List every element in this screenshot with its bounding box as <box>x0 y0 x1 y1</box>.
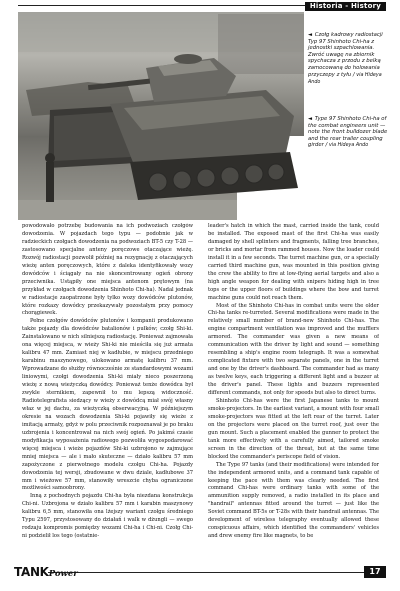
caption-arrow-icon: ◄ <box>308 116 313 122</box>
paragraph: Most of the Shinhoto Chi-has in combat units were the older Chi-ha tanks re-turreted. Several modifications were made in the relatively small number of brand-new Shinhoto Chi-has. The engine compartment ventilation was improved and the mufflers armored. The commander was given a new means of communication with the driver by light and sound — something resembling a ship's engine room telegraph. It was a somewhat complicated fixture with two separate panels, one in the turret and one by the driver's dashboard. The commander had as many as twelve keys, each triggering a different light and a buzzer at the driver's panel. These lights and buzzers represented different commands, not only for speeds but also to direct turns. <box>208 302 379 397</box>
paragraph: The Type 97 tanks (and their modifications) were intended for the independent armored units, and a command tank capable of keeping the pace with them was clearly needed. The first command Chi-has were ordinary tanks with some of the ammunition supply removed, a radio installed in its place and "handrail" antennas fitted around the turret — just like the Soviet command BT-5s or T-28s with their handrail antennas. The development of wireless telegraphy eventually allowed these conspicuous affairs, which identified the commanders' vehicles and drew enemy fire like magnets, to be <box>208 461 379 540</box>
paragraph: Pełne czołgów dowódców plutonów i kompanii produkowano także pojazdy dla dowódców batalionów i pułków; czołg Shi-ki. Zainstalowano w nich silniejszą radiostację. Ponieważ zajmowała ona więcej miejsca, w wieży Shi-ki nie mieściła się już armata kalibru 47 mm. Zamiast niej w kadłubie, w miejscu przedniego karabinu maszynowego, ulokowano armatę kalibru 37 mm. Wprowadzane do służby równocześnie ze standardowymi wozami liniowymi, czołgi dowodzenia Shi-ki miały nieco poszerzoną wieżę z nową wieżyczką dowódcy. Ponieważ tenże dowódca był zwykle sternikiem, zapewnił to mu lepszą widoczność. Radiotelegrafista siedzący w wieży z dowódcą miał swój własny właz w jej dachu, za wieżyczką obserwacyjną. W późniejszym okresie na wozach dowodzenia Shi-ki pojawiły się wieże z imitacją armaty, gdyż w polu przeciwnik rozpoznawał je po braku uzbrojenia i koncentrował na nich swój ogień. Po jakimś czasie modyfikacja wyposażenia radiowego pozwoliła wygospodarować więcej miejsca i wieże pojazdów Shi-ki uzbrojono w zajmujące mniej miejsca — ale i mało skuteczne — działo kalibru 57 mm zapożyczone z pierwotnego modelu czołgu Chi-ha. Pojazdy dowodzenia tej wersji, zbudowane w dwu dziale, kadłubowe 37 mm i wieżowe 57 mm, stanowiły wreszcie chyba ograniczone możliwości samoobrony. <box>22 318 193 492</box>
english-text-column <box>208 223 379 564</box>
logo-sub: Power <box>48 569 78 579</box>
page-number: 17 <box>364 566 386 578</box>
caption-text: Type 97 Shinhoto Chi-ha of the combat engineers unit — note the front bulldozer blade and the rear trailer coupling girder / <box>308 116 388 149</box>
photo-caption-polish <box>308 32 390 87</box>
logo-main: TANK <box>14 565 49 579</box>
magazine-logo <box>14 565 78 581</box>
paragraph: leader's hatch in which the mast, carried inside the tank, could be installed. The exposed mast of the first Chi-ha was easily damaged by shell splinters and fragments, falling tree branches, or bricks and mortar from rammed houses. Now the loader could install it in a few seconds. The turret machine gun, or a specially carried third machine gun, was mounted in this position giving the crew the ability to fire at low-flying aerial targets and also a high angle weapon for dealing with snipers hiding high in tree tops or the upper floors of buildings where the bow and turret machine guns could not reach them. <box>208 223 379 301</box>
caption-text: Czołg kadrowy radiostacji Typ 97 Shinhoto Chi-ha z jednostki szpachlowania. Zwróć uwagę na zbiornik spychacza z przodu z belką zamocowaną do holowania przyczepy z tyłu / <box>308 32 383 78</box>
footer-rule <box>48 572 386 573</box>
polish-text-column <box>22 223 193 564</box>
photo-caption-english <box>308 116 390 150</box>
paragraph: Shinhoto Chi-has were the first Japanese tanks to mount smoke-projectors. In the earliest variant, a mount with four small smoke-projectors was fitted at the left rear of the turret. Later on the projectors were placed on the turret roof, just over the gun mount. Such a placement enabled the gunner to protect the tank more effectively with a carefully aimed, tailored smoke screen in the direction of the threat, but at the same time blocked the commander's periscope field of vision. <box>208 397 379 460</box>
caption-credit: via Hideya Ando <box>328 143 369 149</box>
caption-credit: via Hideya Ando <box>308 72 382 86</box>
section-header-tag: Historia - History <box>305 2 386 11</box>
tank-photo-illustration <box>18 12 304 220</box>
paragraph: Inną z pochodnych pojazdu Chi-ha była niezdana konstrukcja Chi-ni. Uzbrojona w działo kalibru 57 mm i karabin maszynowy kalibru 6,5 mm, stanowiła ona lżejszy wariant czołgu średniego Typu 2597, przystosowany do działań i walk w dżungli — swego rodzaju kompromis pomiędzy wozami Chi-ha i Chi-ni. Czołg Chi-ni podzielił los tego (ostatnie- <box>22 493 193 540</box>
paragraph: powodowało potrzebę budowania na ich podwoziach czołgów dowodzenia. W pojazdach tego typu — podobnie jak w radzieckich czołgach dowodzenia na podwoziach BT-5 czy T-28 — zastosowano specjalne anteny poręczowe otaczające wieżę. Rozwój radiostacji pozwolił później na rezygnację z otaczających wieżę anten poręczowych, które z daleka identyfikowały wozy dowódców i ściągały na nie skoncentrowany ogień obrony przeciwnika. Ustąpiły one miejsca antenom prętowym (na przykład w czołgach dowodzenia Shinhoto Chi-ha). Nadal jednak w radiostacje zaopatrzone były tylko wozy dowódców plutonów, które rozkazy dowódcy przekazywały pozostałym przy pomocy chorągiewek. <box>22 223 193 317</box>
caption-arrow-icon: ◄ <box>308 32 313 38</box>
